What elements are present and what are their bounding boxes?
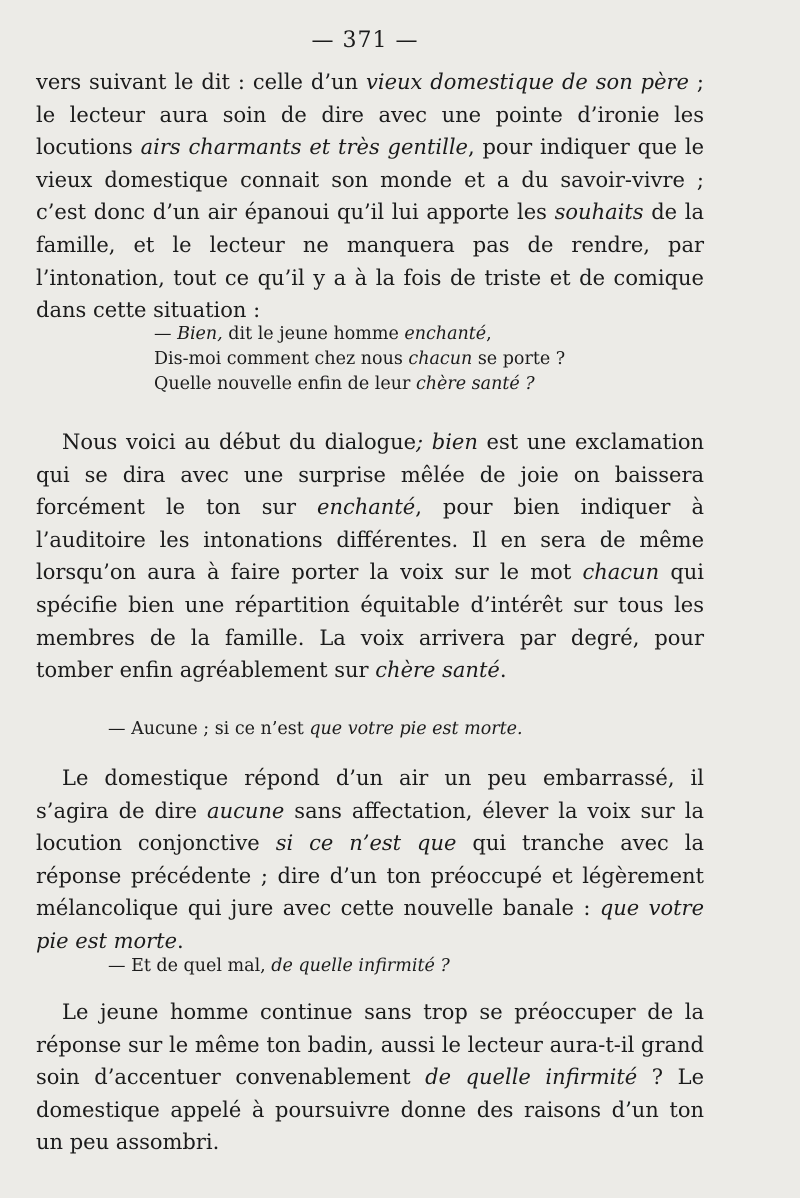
paragraph-text-segment: que votre pie est morte xyxy=(36,896,705,953)
verse-text-segment: Bien, xyxy=(177,324,223,344)
paragraph-text-segment: Le domestique répond d’un air un peu embarrassé, il s’agira de dire xyxy=(36,766,704,823)
paragraph-text-segment: aucune xyxy=(207,798,285,823)
paragraph-text-segment: est une exclamation qui se dira avec une surprise mêlée de joie on baissera forcément le ton sur xyxy=(36,430,704,520)
verse-3 xyxy=(108,954,450,979)
verse-text-segment: de quelle infirmité ? xyxy=(271,956,450,976)
paragraph-text-segment: ? Le domestique appelé à poursuivre donne des raisons d’un ton un peu assombri. xyxy=(36,1065,705,1155)
paragraph-text-segment: souhaits xyxy=(554,200,644,225)
paragraph-3 xyxy=(36,762,704,958)
verse-text-segment: — xyxy=(154,324,178,344)
paragraph-text-segment: vieux domestique de son père xyxy=(366,70,689,94)
verse-text-segment: Dis-moi comment chez nous xyxy=(154,349,409,369)
paragraph-text-segment: ; le lecteur aura soin de dire avec une pointe d’ironie les locutions xyxy=(36,70,705,160)
paragraph-text-segment: . xyxy=(499,658,507,683)
verse-text-segment: — Et de quel mal, xyxy=(108,956,272,976)
paragraph-text-segment: ; bien xyxy=(416,430,478,454)
paragraph-text-segment: qui spécifie bien une répartition équitable d’intérêt sur tous les membres de la famille. La voix arrivera par degré, pour tomber enfin agréablement sur xyxy=(36,560,705,683)
paragraph-text-segment: sans affectation, élever la voix sur la locution conjonctive xyxy=(36,798,704,856)
verse-text-segment: enchanté xyxy=(404,324,487,344)
paragraph-text-segment: de quelle infirmité xyxy=(425,1065,638,1090)
paragraph-text-segment: qui tranche avec la réponse précédente ; dire d’un ton préoccupé et légèrement mélancolique qui jure avec cette nouvelle banale : xyxy=(36,831,704,921)
verse-text-segment: , xyxy=(486,324,492,344)
paragraph-text-segment: chacun xyxy=(582,560,660,585)
verse-line xyxy=(154,322,565,347)
page-number: — 371 — xyxy=(311,28,419,53)
paragraph-text-segment: , pour bien indiquer à l’auditoire les intonations différentes. Il en sera de même lorsqu’on aura à faire porter la voix sur le mot xyxy=(36,495,704,585)
verse-line xyxy=(154,372,565,397)
paragraph-4 xyxy=(36,996,704,1159)
paragraph-text-segment: Nous voici au début du dialogue xyxy=(62,430,417,454)
verse-text-segment: — Aucune ; si ce n’est xyxy=(108,719,310,739)
verse-text-segment: Quelle nouvelle enfin de leur xyxy=(154,374,416,394)
verse-text-segment: se porte ? xyxy=(472,349,566,369)
paragraph-text-segment: Le jeune homme continue sans trop se préoccuper de la réponse sur le même ton badin, aussi le lecteur aura-t-il grand soin d’accentuer convenablement xyxy=(36,1000,704,1090)
paragraph-text-segment: si ce n’est que xyxy=(275,831,457,856)
verse-text-segment: que votre pie est morte. xyxy=(309,719,523,739)
verse-line xyxy=(108,954,450,979)
verse-2 xyxy=(108,717,523,742)
paragraph-text-segment: vers suivant le dit : celle d’un xyxy=(36,70,366,94)
paragraph-text-segment: airs charmants et très gentille xyxy=(140,135,468,160)
verse-1 xyxy=(154,322,565,397)
paragraph-text-segment: chère santé xyxy=(375,658,500,683)
verse-line xyxy=(108,717,523,742)
verse-text-segment: chère santé ? xyxy=(415,374,535,394)
verse-text-segment: dit le jeune homme xyxy=(222,324,405,344)
paragraph-text-segment: enchanté xyxy=(317,495,416,520)
paragraph-1 xyxy=(36,66,704,327)
paragraph-text-segment: . xyxy=(177,928,184,953)
verse-line xyxy=(154,347,565,372)
paragraph-text-segment: , pour indiquer que le vieux domestique connait son monde et a du savoir-vivre ; c’est donc d’un air épanoui qu’il lui apporte les xyxy=(36,135,705,225)
verse-text-segment: chacun xyxy=(408,349,473,369)
paragraph-text-segment: de la famille, et le lecteur ne manquera pas de rendre, par l’intonation, tout ce qu’il y a à la fois de triste et de comique dans cette situation : xyxy=(36,200,704,323)
paragraph-2 xyxy=(36,426,704,687)
